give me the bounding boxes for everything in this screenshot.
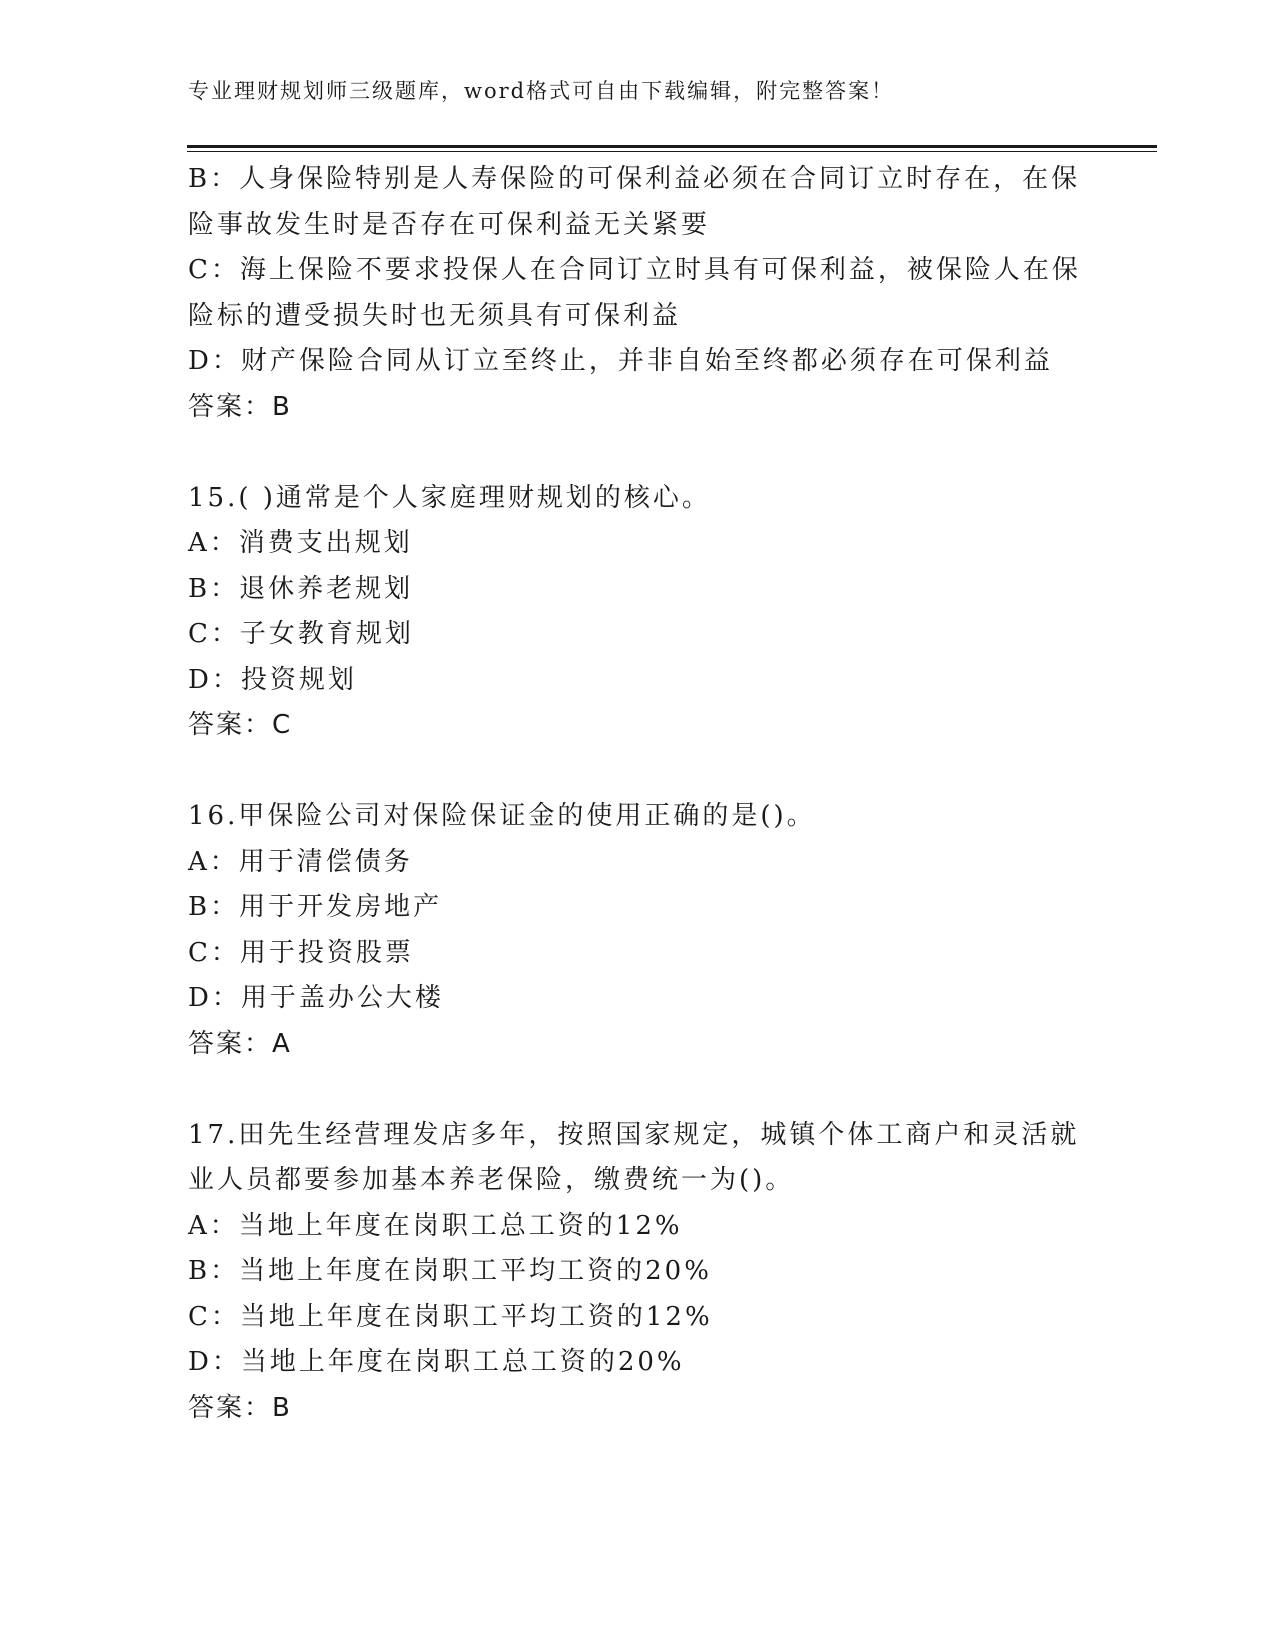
option-c: C：当地上年度在岗职工平均工资的12%: [188, 1301, 713, 1332]
answer-line: 答案：B: [188, 1392, 292, 1423]
option-a: A：当地上年度在岗职工总工资的12%: [188, 1210, 683, 1241]
spacer: [188, 430, 1088, 476]
option-line: C：海上保险不要求投保人在合同订立时具有可保利益，被保险人在保: [188, 255, 1081, 285]
option-line: B：人身保险特别是人寿保险的可保利益必须在合同订立时存在，在保: [188, 164, 1081, 194]
spacer: [188, 749, 1088, 795]
document-body: [188, 157, 1088, 1431]
option-d: D：当地上年度在岗职工总工资的20%: [188, 1347, 685, 1377]
option-c: C：用于投资股票: [188, 937, 414, 968]
option-b: B：退休养老规划: [188, 573, 414, 604]
question-continued: [188, 157, 1088, 430]
option-d: D：投资规划: [188, 664, 357, 695]
question-16: [188, 794, 1088, 1067]
header-rule-thick: [187, 145, 1157, 148]
question-stem: 17.田先生经营理发店多年，按照国家规定，城镇个体工商户和灵活就: [188, 1119, 1080, 1150]
question-17: [188, 1113, 1088, 1432]
question-15: [188, 476, 1088, 749]
answer-line: 答案：B: [188, 391, 292, 422]
answer-line: 答案：A: [188, 1028, 292, 1059]
question-stem: 16.甲保险公司对保险保证金的使用正确的是()。: [188, 801, 816, 831]
question-stem: 15.( )通常是个人家庭理财规划的核心。: [188, 482, 711, 513]
question-stem-continued: 业人员都要参加基本养老保险，缴费统一为()。: [188, 1165, 795, 1195]
option-line: 险标的遭受损失时也无须具有可保利益: [188, 300, 682, 331]
option-a: A：用于清偿债务: [188, 846, 413, 877]
option-d: D：用于盖办公大楼: [188, 983, 444, 1013]
option-line: 险事故发生时是否存在可保利益无关紧要: [188, 209, 711, 240]
option-c: C：子女教育规划: [188, 619, 414, 649]
option-b: B：当地上年度在岗职工平均工资的20%: [188, 1256, 712, 1286]
spacer: [188, 1067, 1088, 1113]
option-a: A：消费支出规划: [188, 528, 413, 558]
option-line: D：财产保险合同从订立至终止，并非自始至终都必须存在可保利益: [188, 346, 1053, 376]
page-header: 专业理财规划师三级题库，word格式可自由下载编辑，附完整答案！: [188, 79, 895, 103]
option-b: B：用于开发房地产: [188, 892, 443, 922]
answer-line: 答案：C: [188, 710, 293, 740]
header-rule-thin: [187, 151, 1157, 152]
